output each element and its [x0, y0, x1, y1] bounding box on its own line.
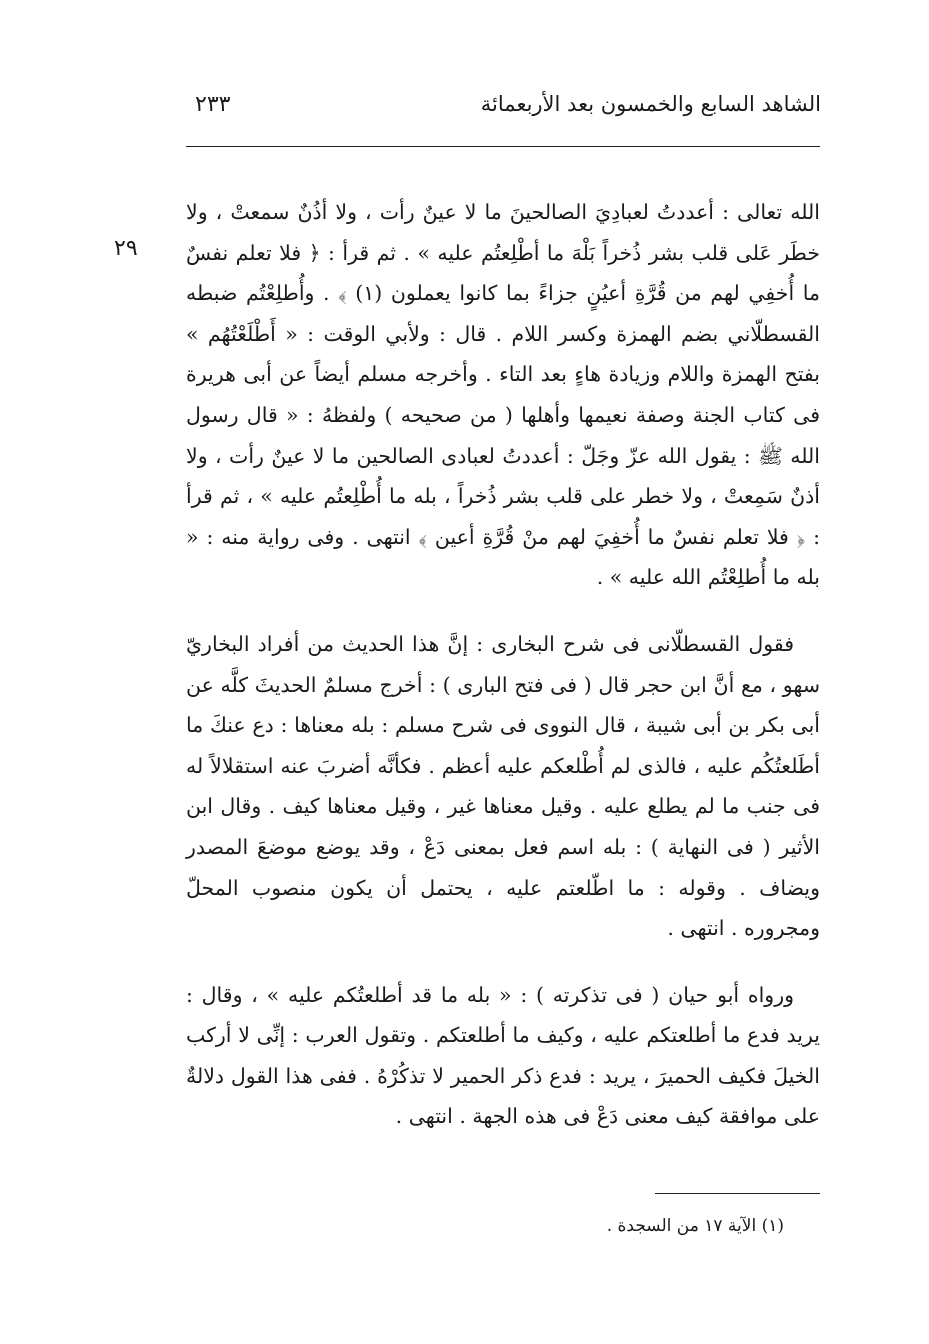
header-rule	[186, 146, 820, 147]
paragraph-1: الله تعالى : أعددتُ لعبادِيَ الصالحينَ ما لا عينٌ رأت ، ولا أذُنٌ سمعتْ ، ولا خطَر عَلى قلب بشر ذُخراً بَلْهَ ما أطْلِعتُم عليه » . ثم قرأ : ﴿ فلا تعلم نفسٌ ما أُخفِي لهم من قُرَّةِ أعيُنٍ جزاءً بما كانوا يعملون (١) ﴾ . وأُطلِعْتُم ضبطه القسطلّاني بضم الهمزة وكسر اللام . قال : ولأبي الوقت : « أَطْلَعْتُهُم » بفتح الهمزة واللام وزيادة هاءٍ بعد التاء . وأخرجه مسلم أيضاً عن أبى هريرة فى كتاب الجنة وصفة نعيمها وأهلها ( من صحيحه ) ولفظهُ : « قال رسول الله ﷺ : يقول الله عزّ وجَلّ : أعددتُ لعبادى الصالحين ما لا عينٌ رأت ، ولا أذنٌ سَمِعتْ ، ولا خطر على قلب بشر ذُخراً ، بله ما أُطْلِعتُم عليه » ، ثم قرأ : ﴿ فلا تعلم نفسٌ ما أُخفِيَ لهم منْ قُرَّةِ أعين ﴾ انتهى . وفى رواية منه : « بله ما أُطلِعْتُم الله عليه » .	[186, 200, 820, 590]
running-title: الشاهد السابع والخمسون بعد الأربعمائة	[480, 92, 821, 116]
paragraph-2: فقول القسطلّانى فى شرح البخارى : إنَّ هذا الحديث من أفراد البخاريّ سهو ، مع أنَّ ابن حجر قال ( فى فتح البارى ) : أخرج مسلمٌ الحديثَ كلَّه عن أبى بكر بن أبى شيبة ، قال النووى فى شرح مسلم : بله معناها : دع عنكَ ما أطَلعتُكُم عليه ، فالذى لم أُطْلعكم عليه أعظم . فكأنَّه أضربَ عنه استقلالاً له فى جنب ما لم يطلع عليه . وقيل معناها غير ، وقيل معناها كيف . وقال ابن الأثير ( فى النهاية ) : بله اسم فعل بمعنى دَعْ ، وقد يوضع موضعَ المصدر ويضاف . وقوله : ما اطّلعتم عليه ، يحتمل أن يكون منصوب المحلّ ومجروره . انتهى .	[186, 631, 820, 941]
margin-line-number: ٢٩	[114, 236, 138, 261]
paragraph-3: ورواه أبو حيان ( فى تذكرته ) : « بله ما قد أطلعتُكم عليه » ، وقال : يريد فدع ما أطلعتكم عليه ، وكيف ما أطلعتكم . وتقول العرب : إنِّى لا أركب الخيلَ فكيف الحميرَ ، يريد : فدع ذكر الحمير لا تذكُرْهُ . ففى هذا القول دلالةٌ على موافقة كيف معنى دَعْ فى هذه الجهة . انتهى .	[186, 982, 821, 1129]
page-number: ٢٣٣	[195, 92, 231, 117]
body-text	[186, 192, 820, 1137]
footnote-rule	[655, 1193, 820, 1194]
footnote: (١) الآية ١٧ من السجدة .	[606, 1216, 784, 1236]
